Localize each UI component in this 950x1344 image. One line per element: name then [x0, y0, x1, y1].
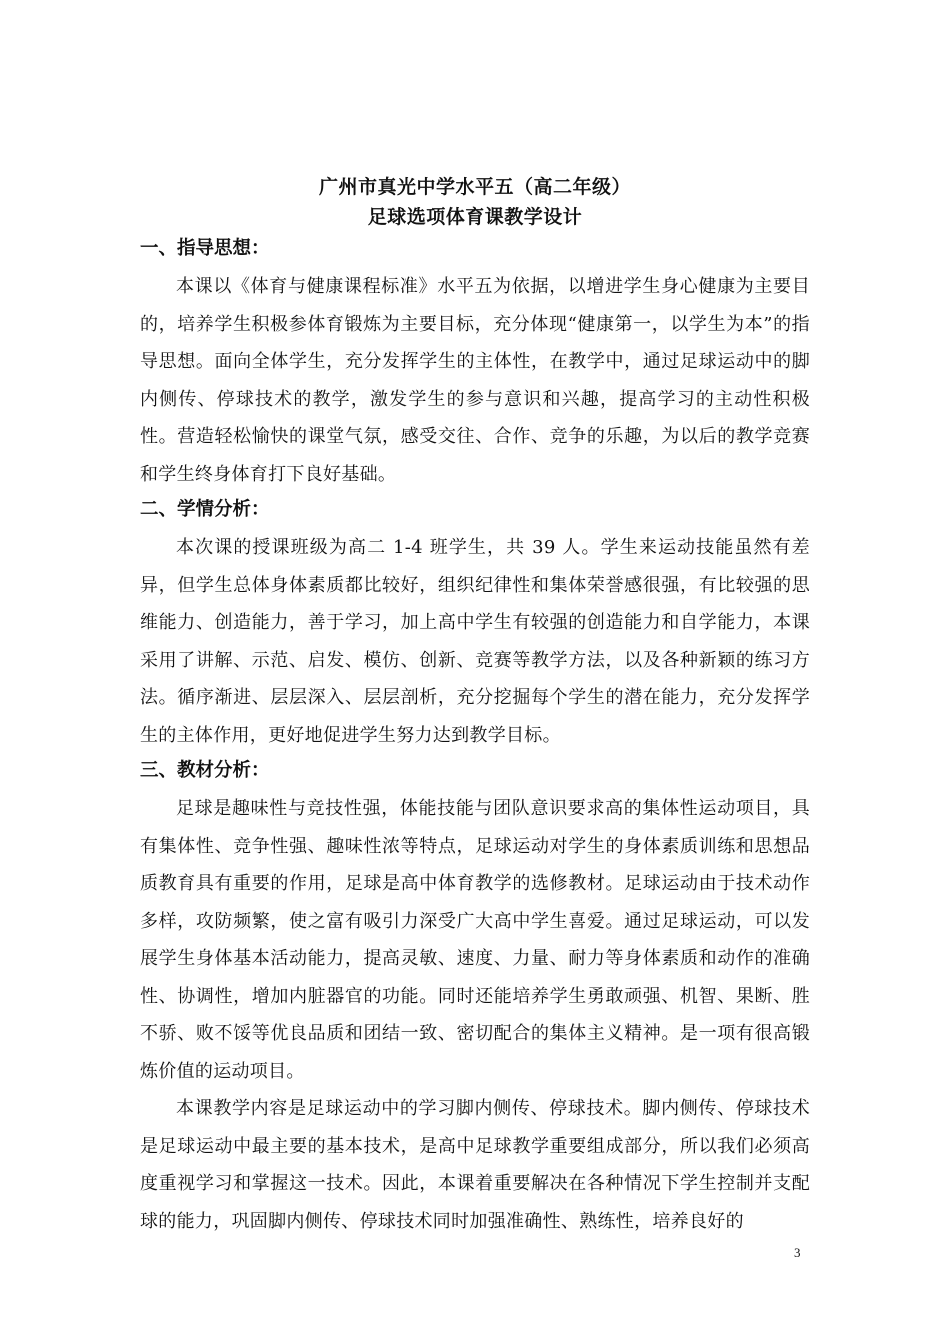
- document-body: [140, 172, 810, 1240]
- section-paragraph: 本次课的授课班级为高二 1-4 班学生，共 39 人。学生来运动技能虽然有差异，但学生总体身体素质都比较好，组织纪律性和集体荣誉感很强，有比较强的思维能力、创造能力，善于学习，加上高中学生有较强的创造能力和自学能力，本课采用了讲解、示范、启发、模仿、创新、竞赛等教学方法，以及各种新颖的练习方法。循序渐进、层层深入、层层剖析，充分挖掘每个学生的潜在能力，充分发挥学生的主体作用，更好地促进学生努力达到教学目标。: [140, 537, 810, 746]
- section-heading-student-analysis: 二、学情分析：: [140, 499, 270, 520]
- document-title-line-1: 广州市真光中学水平五（高二年级）: [318, 176, 631, 198]
- section-paragraph: 本课教学内容是足球运动中的学习脚内侧传、停球技术。脚内侧传、停球技术是足球运动中最主要的基本技术，是高中足球教学重要组成部分，所以我们必须高度重视学习和掌握这一技术。因此，本课着重要解决在各种情况下学生控制并支配球的能力，巩固脚内侧传、停球技术同时加强准确性、熟练性，培养良好的: [140, 1098, 810, 1232]
- section-paragraph: 足球是趣味性与竞技性强，体能技能与团队意识要求高的集体性运动项目，具有集体性、竞争性强、趣味性浓等特点，足球运动对学生的身体素质训练和思想品质教育具有重要的作用，足球是高中体育教学的选修教材。足球运动由于技术动作多样，攻防频繁，使之富有吸引力深受广大高中学生喜爱。通过足球运动，可以发展学生身体基本活动能力，提高灵敏、速度、力量、耐力等身体素质和动作的准确性、协调性，增加内脏器官的功能。同时还能培养学生勇敢顽强、机智、果断、胜不骄、败不馁等优良品质和团结一致、密切配合的集体主义精神。是一项有很高锻炼价值的运动项目。: [140, 798, 810, 1082]
- page-number: 3: [794, 1245, 801, 1260]
- section-paragraph: 本课以《体育与健康课程标准》水平五为依据，以增进学生身心健康为主要目的，培养学生积极参体育锻炼为主要目标，充分体现“健康第一，以学生为本”的指导思想。面向全体学生，充分发挥学生的主体性，在教学中，通过足球运动中的脚内侧传、停球技术的教学，激发学生的参与意识和兴趣，提高学习的主动性积极性。营造轻松愉快的课堂气氛，感受交往、合作、竞争的乐趣，为以后的教学竞赛和学生终身体育打下良好基础。: [140, 276, 810, 485]
- section-heading-guiding-thought: 一、指导思想：: [140, 238, 270, 259]
- section-heading-material-analysis: 三、教材分析：: [140, 760, 270, 781]
- document-title-line-2: 足球选项体育课教学设计: [367, 206, 583, 228]
